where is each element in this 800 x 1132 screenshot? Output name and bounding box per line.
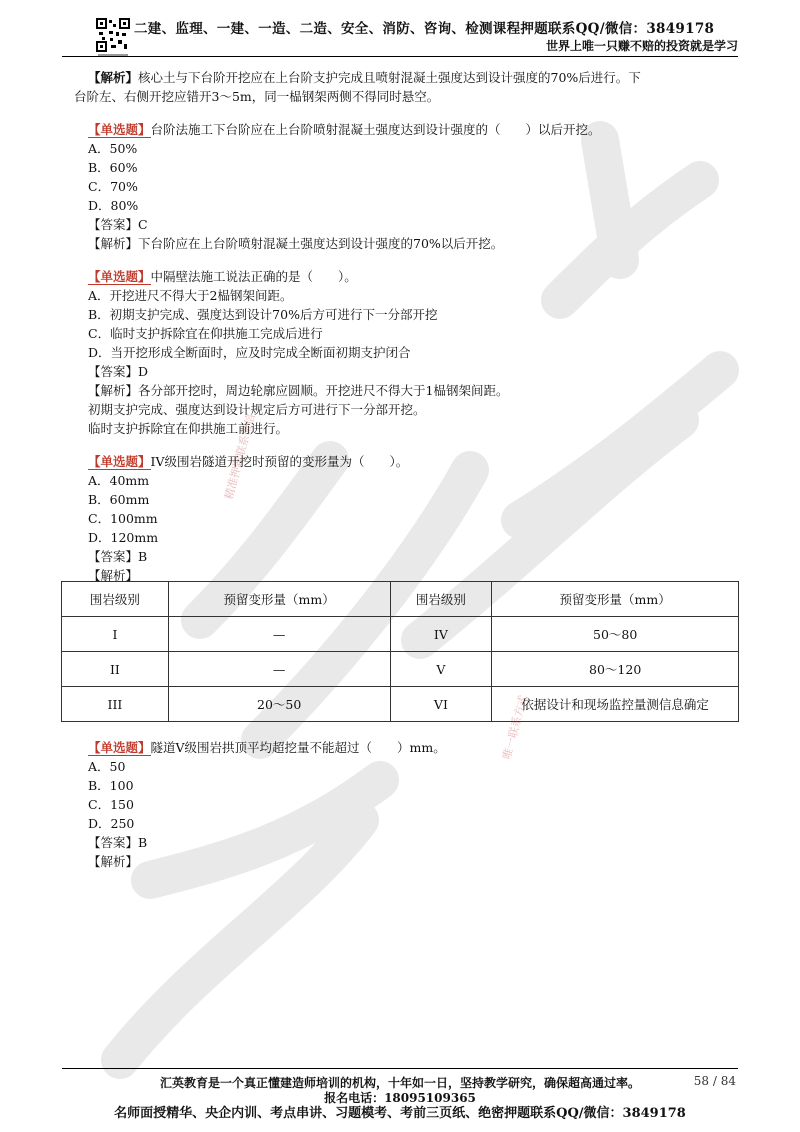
q1-option-d: D．80%	[88, 198, 139, 213]
question-3-stem	[88, 452, 744, 471]
q3-option-d: D．120mm	[88, 530, 159, 545]
q1-answer: 【答案】C	[88, 217, 148, 232]
q4-option-d: D．250	[88, 816, 135, 831]
q2-analysis-line-2: 初期支护完成、强度达到设计规定后方可进行下一分部开挖。	[88, 402, 426, 417]
q3-option-a: A．40mm	[88, 473, 150, 488]
watermark-small-2: 唯一联系方式	[500, 693, 530, 761]
q4-option-c: C．150	[88, 797, 134, 812]
q2-option-c: C．临时支护拆除宜在仰拱施工完成后进行	[88, 326, 323, 341]
q2-option-a: A．开挖进尺不得大于2榀钢架间距。	[88, 288, 293, 303]
question-1-stem	[88, 120, 744, 139]
table-header-cell: 围岩级别	[62, 582, 169, 617]
question-3-text: IV级围岩隧道开挖时预留的变形量为（ ）。	[150, 454, 409, 469]
table-cell: —	[168, 617, 390, 652]
q4-option-b: B．100	[88, 778, 134, 793]
header-slogan: 世界上唯一只赚不赔的投资就是学习	[545, 39, 738, 53]
q1-option-a: A．50%	[88, 141, 138, 156]
question-type-tag: 【单选题】	[88, 454, 151, 469]
q1-option-b: B．60%	[88, 160, 138, 175]
q1-analysis-text: 下台阶应在上台阶喷射混凝土强度达到设计强度的70%以后开挖。	[138, 236, 504, 251]
table-header-row	[62, 582, 739, 617]
question-type-tag: 【单选题】	[88, 122, 151, 137]
q4-analysis-label: 【解析】	[88, 854, 139, 869]
question-2-stem	[88, 267, 744, 286]
intro-analysis	[88, 68, 744, 87]
deformation-table	[61, 581, 739, 722]
q2-option-b: B．初期支护完成、强度达到设计70%后方可进行下一分部开挖	[88, 307, 438, 322]
question-4-block	[88, 738, 744, 871]
q3-analysis-label: 【解析】	[88, 568, 139, 583]
q3-answer: 【答案】B	[88, 549, 148, 564]
header-contact-line: 二建、监理、一建、一造、二造、安全、消防、咨询、检测课程押题联系QQ/微信：3849178	[134, 21, 715, 37]
footer-tagline: 汇英教育是一个真正懂建造师培训的机构，十年如一日，坚持教学研究，确保超高通过率。	[159, 1076, 640, 1090]
table-cell: I	[62, 617, 169, 652]
table-cell: 80～120	[492, 652, 739, 687]
footer-contact: 名师面授精华、央企内训、考点串讲、习题模考、考前三页纸、绝密押题联系QQ/微信：3849178	[114, 1106, 686, 1121]
analysis-label: 【解析】	[88, 383, 139, 398]
question-4-text: 隧道V级围岩拱顶平均超挖量不能超过（ ）mm。	[150, 740, 446, 755]
q1-analysis	[88, 234, 744, 253]
table-header-cell: 预留变形量（mm）	[492, 582, 739, 617]
question-type-tag: 【单选题】	[88, 269, 151, 284]
table-cell: III	[62, 687, 169, 722]
qr-code	[96, 18, 130, 58]
intro-text-1: 核心土与下台阶开挖应在上台阶支护完成且喷射混凝土强度达到设计强度的70%后进行。下	[138, 70, 641, 85]
table-cell: VI	[390, 687, 492, 722]
table-header-cell: 预留变形量（mm）	[168, 582, 390, 617]
question-4-stem	[88, 738, 744, 757]
question-type-tag: 【单选题】	[88, 740, 151, 755]
q4-answer: 【答案】B	[88, 835, 148, 850]
q2-analysis-text: 各分部开挖时，周边轮廓应圆顺。开挖进尺不得大于1榀钢架间距。	[138, 383, 509, 398]
table-row	[62, 652, 739, 687]
table-cell: V	[390, 652, 492, 687]
document-body	[74, 68, 744, 585]
table-cell: IV	[390, 617, 492, 652]
question-2-text: 中隔壁法施工说法正确的是（ ）。	[150, 269, 357, 284]
q1-option-c: C．70%	[88, 179, 138, 194]
table-cell: 50～80	[492, 617, 739, 652]
footer-divider	[62, 1068, 738, 1069]
table-row	[62, 617, 739, 652]
q4-option-a: A．50	[88, 759, 126, 774]
q2-analysis	[88, 381, 744, 400]
table-cell: 依据设计和现场监控量测信息确定	[492, 687, 739, 722]
watermark-small-1: 精准押题联系微信	[222, 412, 258, 501]
table-row	[62, 687, 739, 722]
table-header-cell: 围岩级别	[390, 582, 492, 617]
header-divider	[62, 56, 738, 57]
q3-option-b: B．60mm	[88, 492, 150, 507]
table-cell: II	[62, 652, 169, 687]
page-number: 58 / 84	[693, 1074, 736, 1088]
table-cell: 20～50	[168, 687, 390, 722]
q2-analysis-line-3: 临时支护拆除宜在仰拱施工前进行。	[88, 421, 289, 436]
table-cell: —	[168, 652, 390, 687]
intro-text-2: 台阶左、右侧开挖应错开3～5m，同一榀钢架两侧不得同时悬空。	[74, 89, 440, 104]
analysis-label: 【解析】	[88, 236, 139, 251]
q2-option-d: D．当开挖形成全断面时，应及时完成全断面初期支护闭合	[88, 345, 411, 360]
analysis-label: 【解析】	[88, 70, 139, 85]
footer-phone: 报名电话：18095109365	[324, 1091, 476, 1105]
question-1-text: 台阶法施工下台阶应在上台阶喷射混凝土强度达到设计强度的（ ）以后开挖。	[150, 122, 601, 137]
q2-answer: 【答案】D	[88, 364, 149, 379]
q3-option-c: C．100mm	[88, 511, 158, 526]
